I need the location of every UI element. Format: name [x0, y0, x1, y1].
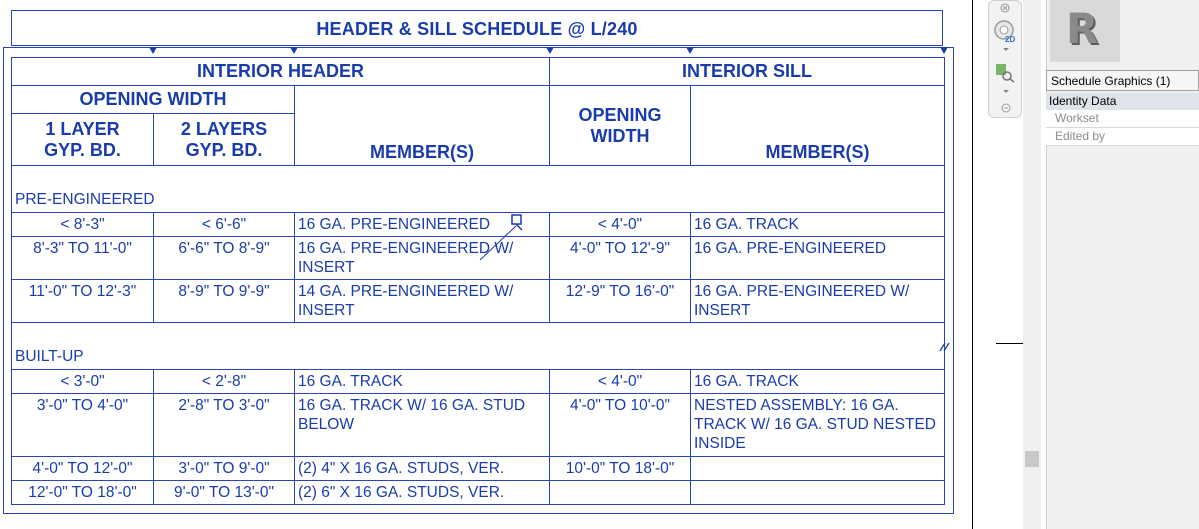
chevron-down-icon[interactable] — [1002, 89, 1010, 95]
cell-two-layers[interactable]: < 2'-8" — [154, 370, 295, 394]
property-row-workset[interactable]: Workset — [1046, 110, 1199, 128]
table-row[interactable] — [12, 394, 945, 457]
opening-width-heading: OPENING WIDTH — [12, 86, 295, 114]
cell-one-layer[interactable]: 11'-0" TO 12'-3" — [12, 280, 154, 323]
interior-sill-heading: INTERIOR SILL — [550, 58, 945, 86]
two-layers-line1: 2 LAYERS — [180, 118, 268, 139]
header-members-heading: MEMBER(S) — [295, 86, 550, 166]
cell-sill-width[interactable]: 4'-0" TO 10'-0" — [550, 394, 691, 457]
cell-sill-width[interactable]: < 4'-0" — [550, 213, 691, 237]
cell-sill-width[interactable]: 10'-0" TO 18'-0" — [550, 457, 691, 481]
vertical-scrollbar[interactable] — [1023, 0, 1041, 529]
column-resize-handle[interactable] — [546, 47, 554, 54]
schedule-title: HEADER & SILL SCHEDULE @ L/240 — [316, 19, 638, 39]
table-row[interactable] — [12, 481, 945, 505]
close-icon[interactable] — [1000, 3, 1010, 13]
cell-one-layer[interactable]: 8'-3" TO 11'-0" — [12, 237, 154, 280]
cell-sill-members[interactable]: NESTED ASSEMBLY: 16 GA. TRACK W/ 16 GA. STUD NESTED INSIDE — [691, 394, 945, 457]
revit-logo-icon: R — [1066, 4, 1099, 53]
sill-opening-width-heading — [550, 86, 691, 166]
cell-two-layers[interactable]: 2'-8" TO 3'-0" — [154, 394, 295, 457]
cell-two-layers[interactable]: < 6'-6" — [154, 213, 295, 237]
two-layers-line2: GYP. BD. — [185, 139, 263, 160]
schedule-table[interactable] — [11, 57, 945, 505]
one-layer-line1: 1 LAYER — [45, 118, 120, 139]
cell-header-members[interactable]: 16 GA. TRACK W/ 16 GA. STUD BELOW — [295, 394, 550, 457]
column-resize-handle[interactable] — [290, 47, 298, 54]
column-resize-handle[interactable] — [686, 47, 694, 54]
view-border-line — [996, 343, 1023, 344]
group-heading-pre-engineered: PRE-ENGINEERED — [12, 166, 945, 213]
cell-two-layers[interactable]: 8'-9" TO 9'-9" — [154, 280, 295, 323]
cell-header-members[interactable]: 16 GA. PRE-ENGINEERED W/ INSERT — [295, 237, 550, 280]
minus-icon[interactable] — [1001, 103, 1011, 113]
cell-one-layer[interactable]: 4'-0" TO 12'-0" — [12, 457, 154, 481]
cell-header-members[interactable]: (2) 4" X 16 GA. STUDS, VER. — [295, 457, 550, 481]
sill-opening-line1: OPENING — [578, 104, 662, 125]
table-row[interactable] — [12, 457, 945, 481]
category-identity-data[interactable]: Identity Data — [1046, 93, 1199, 110]
cell-sill-members[interactable] — [691, 481, 945, 505]
cell-header-members[interactable]: 16 GA. TRACK — [295, 370, 550, 394]
property-row-edited-by[interactable]: Edited by — [1046, 128, 1199, 146]
pan-zoom-icon[interactable] — [995, 63, 1015, 83]
one-layer-line2: GYP. BD. — [44, 139, 121, 160]
cell-sill-width[interactable]: 4'-0" TO 12'-9" — [550, 237, 691, 280]
cell-one-layer[interactable]: 12'-0" TO 18'-0" — [12, 481, 154, 505]
chevron-down-icon[interactable] — [1002, 47, 1010, 53]
cell-header-members[interactable]: (2) 6" X 16 GA. STUDS, VER. — [295, 481, 550, 505]
cell-header-members[interactable]: 14 GA. PRE-ENGINEERED W/ INSERT — [295, 280, 550, 323]
cell-sill-members[interactable] — [691, 457, 945, 481]
sill-opening-line2: WIDTH — [590, 125, 650, 146]
column-resize-handle[interactable] — [940, 47, 948, 54]
schedule-title-box[interactable] — [11, 10, 943, 46]
cell-one-layer[interactable]: < 3'-0" — [12, 370, 154, 394]
cursor-drag-icon — [476, 210, 528, 264]
cell-sill-members[interactable]: 16 GA. PRE-ENGINEERED W/ INSERT — [691, 280, 945, 323]
break-control-icon[interactable] — [939, 340, 951, 352]
cell-sill-width[interactable] — [550, 481, 691, 505]
cell-sill-members[interactable]: 16 GA. PRE-ENGINEERED — [691, 237, 945, 280]
cell-sill-members[interactable]: 16 GA. TRACK — [691, 213, 945, 237]
scrollbar-thumb[interactable] — [1025, 451, 1039, 467]
table-row[interactable] — [12, 280, 945, 323]
group-heading-built-up: BUILT-UP — [12, 323, 945, 370]
cell-one-layer[interactable]: 3'-0" TO 4'-0" — [12, 394, 154, 457]
two-layers-heading — [154, 114, 295, 166]
table-row[interactable] — [12, 370, 945, 394]
cell-two-layers[interactable]: 9'-0" TO 13'-0" — [154, 481, 295, 505]
one-layer-heading — [12, 114, 154, 166]
cell-one-layer[interactable]: < 8'-3" — [12, 213, 154, 237]
navigation-bar[interactable] — [988, 0, 1022, 118]
interior-header-heading: INTERIOR HEADER — [12, 58, 550, 86]
sill-members-heading: MEMBER(S) — [691, 86, 945, 166]
column-resize-handle[interactable] — [149, 47, 157, 54]
cell-sill-members[interactable]: 16 GA. TRACK — [691, 370, 945, 394]
type-selector[interactable]: Schedule Graphics (1) — [1046, 70, 1199, 91]
cell-header-members[interactable]: 16 GA. PRE-ENGINEERED — [295, 213, 550, 237]
cell-sill-width[interactable]: < 4'-0" — [550, 370, 691, 394]
mode-label: 2D — [1005, 35, 1016, 44]
view-divider — [972, 0, 973, 529]
cell-two-layers[interactable]: 6'-6" TO 8'-9" — [154, 237, 295, 280]
cell-two-layers[interactable]: 3'-0" TO 9'-0" — [154, 457, 295, 481]
cell-sill-width[interactable]: 12'-9" TO 16'-0" — [550, 280, 691, 323]
